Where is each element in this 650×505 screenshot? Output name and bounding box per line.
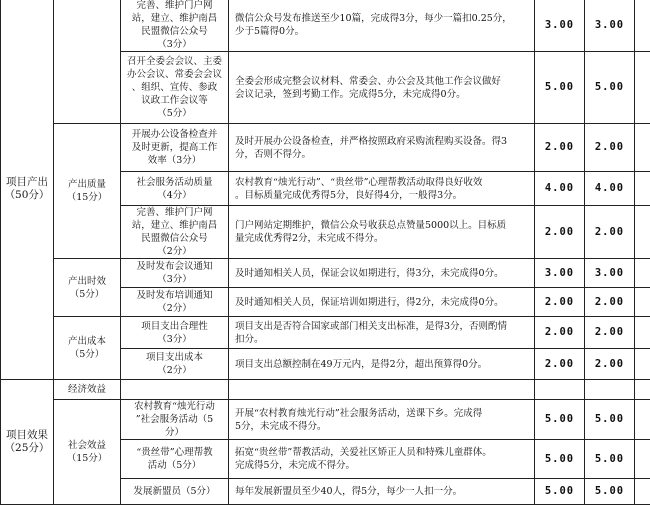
remark-cell — [635, 288, 650, 317]
indicator-cell: 召开全委会会议、主委 办公会议、常委会会议 、组织、宣传、参政 议政工作会议等 （5分） — [121, 52, 229, 124]
subgroup-quality-label: 产出质量 （15分） — [54, 124, 121, 259]
weight-cell: 4.00 — [535, 172, 585, 206]
score-cell: 2.00 — [585, 288, 635, 317]
score-cell: 2.00 — [585, 349, 635, 380]
subgroup-timeliness-label: 产出时效 （5分） — [54, 259, 121, 317]
weight-cell: 5.00 — [535, 52, 585, 124]
table-row — [1, 400, 650, 440]
score-cell: 2.00 — [585, 317, 635, 349]
standard-cell: 门户网站定期维护，微信公众号收获总点赞量5000以上。目标质 量完成优秀得2分，未完成不得分。 — [229, 206, 535, 259]
weight-cell: 3.00 — [535, 259, 585, 288]
weight-cell: 5.00 — [535, 400, 585, 440]
weight-cell: 3.00 — [535, 0, 585, 52]
subgroup-social-label: 社会效益 （15分） — [54, 400, 121, 505]
standard-cell — [229, 380, 535, 400]
standard-cell: 拓宽“贵丝带”帮教活动，关爱社区矫正人员和特殊儿童群体。 完成得5分，未完成不得分。 — [229, 440, 535, 479]
score-cell: 5.00 — [585, 479, 635, 505]
remark-cell — [635, 317, 650, 349]
standard-cell: 微信公众号发布推送至少10篇，完成得3分，每少一篇扣0.25分， 少于5篇得0分。 — [229, 0, 535, 52]
weight-cell: 5.00 — [535, 479, 585, 505]
weight-cell: 2.00 — [535, 317, 585, 349]
remark-cell — [635, 349, 650, 380]
remark-cell — [635, 124, 650, 172]
score-cell: 5.00 — [585, 52, 635, 124]
weight-cell: 2.00 — [535, 206, 585, 259]
remark-cell — [635, 400, 650, 440]
standard-cell: 每年发展新盟员至少40人，得5分，每少一人扣一分。 — [229, 479, 535, 505]
remark-cell — [635, 440, 650, 479]
indicator-cell: 开展办公设备检查并 及时更新，提高工作 效率（3分） — [121, 124, 229, 172]
standard-cell: 及时通知相关人员，保证会议如期进行，得3分，未完成得0分。 — [229, 259, 535, 288]
indicator-cell: 完善、维护门户网 站，建立、维护南昌 民盟微信公众号 （2分） — [121, 206, 229, 259]
remark-cell — [635, 479, 650, 505]
indicator-cell: 完善、维护门户网 站，建立、维护南昌 民盟微信公众号 （3分） — [121, 0, 229, 52]
group-output-label: 项目产出 （50分） — [1, 0, 54, 380]
weight-cell: 2.00 — [535, 349, 585, 380]
score-cell: 5.00 — [585, 400, 635, 440]
indicator-cell: 及时发布培训通知 （2分） — [121, 288, 229, 317]
remark-cell — [635, 206, 650, 259]
indicator-cell: “贵丝带”心理帮教 活动（5分） — [121, 440, 229, 479]
table-row — [1, 0, 650, 52]
subgroup-economic-label: 经济效益 — [54, 380, 121, 400]
remark-cell — [635, 380, 650, 400]
score-cell: 5.00 — [585, 440, 635, 479]
remark-cell — [635, 259, 650, 288]
indicator-cell — [121, 380, 229, 400]
score-cell: 2.00 — [585, 206, 635, 259]
subgroup-quantity-label — [54, 0, 121, 124]
indicator-cell: 发展新盟员（5分） — [121, 479, 229, 505]
indicator-cell: 农村教育“烛光行动 ”社会服务活动（5 分） — [121, 400, 229, 440]
standard-cell: 全委会形成完整会议材料、常委会、办公会及其他工作会议做好 会议记录，签到考勤工作。完成得5分，未完成得0分。 — [229, 52, 535, 124]
weight-cell: 5.00 — [535, 440, 585, 479]
remark-cell — [635, 52, 650, 124]
standard-cell: 项目支出总额控制在49万元内，是得2分，超出预算得0分。 — [229, 349, 535, 380]
score-cell: 3.00 — [585, 0, 635, 52]
indicator-cell: 项目支出合理性 （3分） — [121, 317, 229, 349]
score-cell: 4.00 — [585, 172, 635, 206]
standard-cell: 农村教育“烛光行动”、“贵丝带”心理帮教活动取得良好收效 。目标质量完成优秀得5分，良好得4分，一般得3分。 — [229, 172, 535, 206]
score-cell — [585, 380, 635, 400]
remark-cell — [635, 172, 650, 206]
weight-cell: 2.00 — [535, 124, 585, 172]
score-cell: 2.00 — [585, 124, 635, 172]
standard-cell: 开展“农村教育烛光行动”社会服务活动，送课下乡。完成得 5分，未完成不得分。 — [229, 400, 535, 440]
weight-cell — [535, 380, 585, 400]
indicator-cell: 及时发布会议通知 （3分） — [121, 259, 229, 288]
group-effect-label: 项目效果 （25分） — [1, 380, 54, 505]
table-row — [1, 317, 650, 349]
standard-cell: 及时开展办公设备检查，并严格按照政府采购流程购买设备。得3 分，否则不得分。 — [229, 124, 535, 172]
table-row — [1, 124, 650, 172]
standard-cell: 项目支出是否符合国家或部门相关支出标准，是得3分，否则酌情 扣分。 — [229, 317, 535, 349]
indicator-cell: 项目支出成本 （2分） — [121, 349, 229, 380]
indicator-cell: 社会服务活动质量 （4分） — [121, 172, 229, 206]
table-row — [1, 259, 650, 288]
score-cell: 3.00 — [585, 259, 635, 288]
standard-cell: 及时通知相关人员，保证培训如期进行，得2分，未完成得0分。 — [229, 288, 535, 317]
table-row — [1, 380, 650, 400]
weight-cell: 2.00 — [535, 288, 585, 317]
subgroup-cost-label: 产出成本 （5分） — [54, 317, 121, 380]
remark-cell — [635, 0, 650, 52]
